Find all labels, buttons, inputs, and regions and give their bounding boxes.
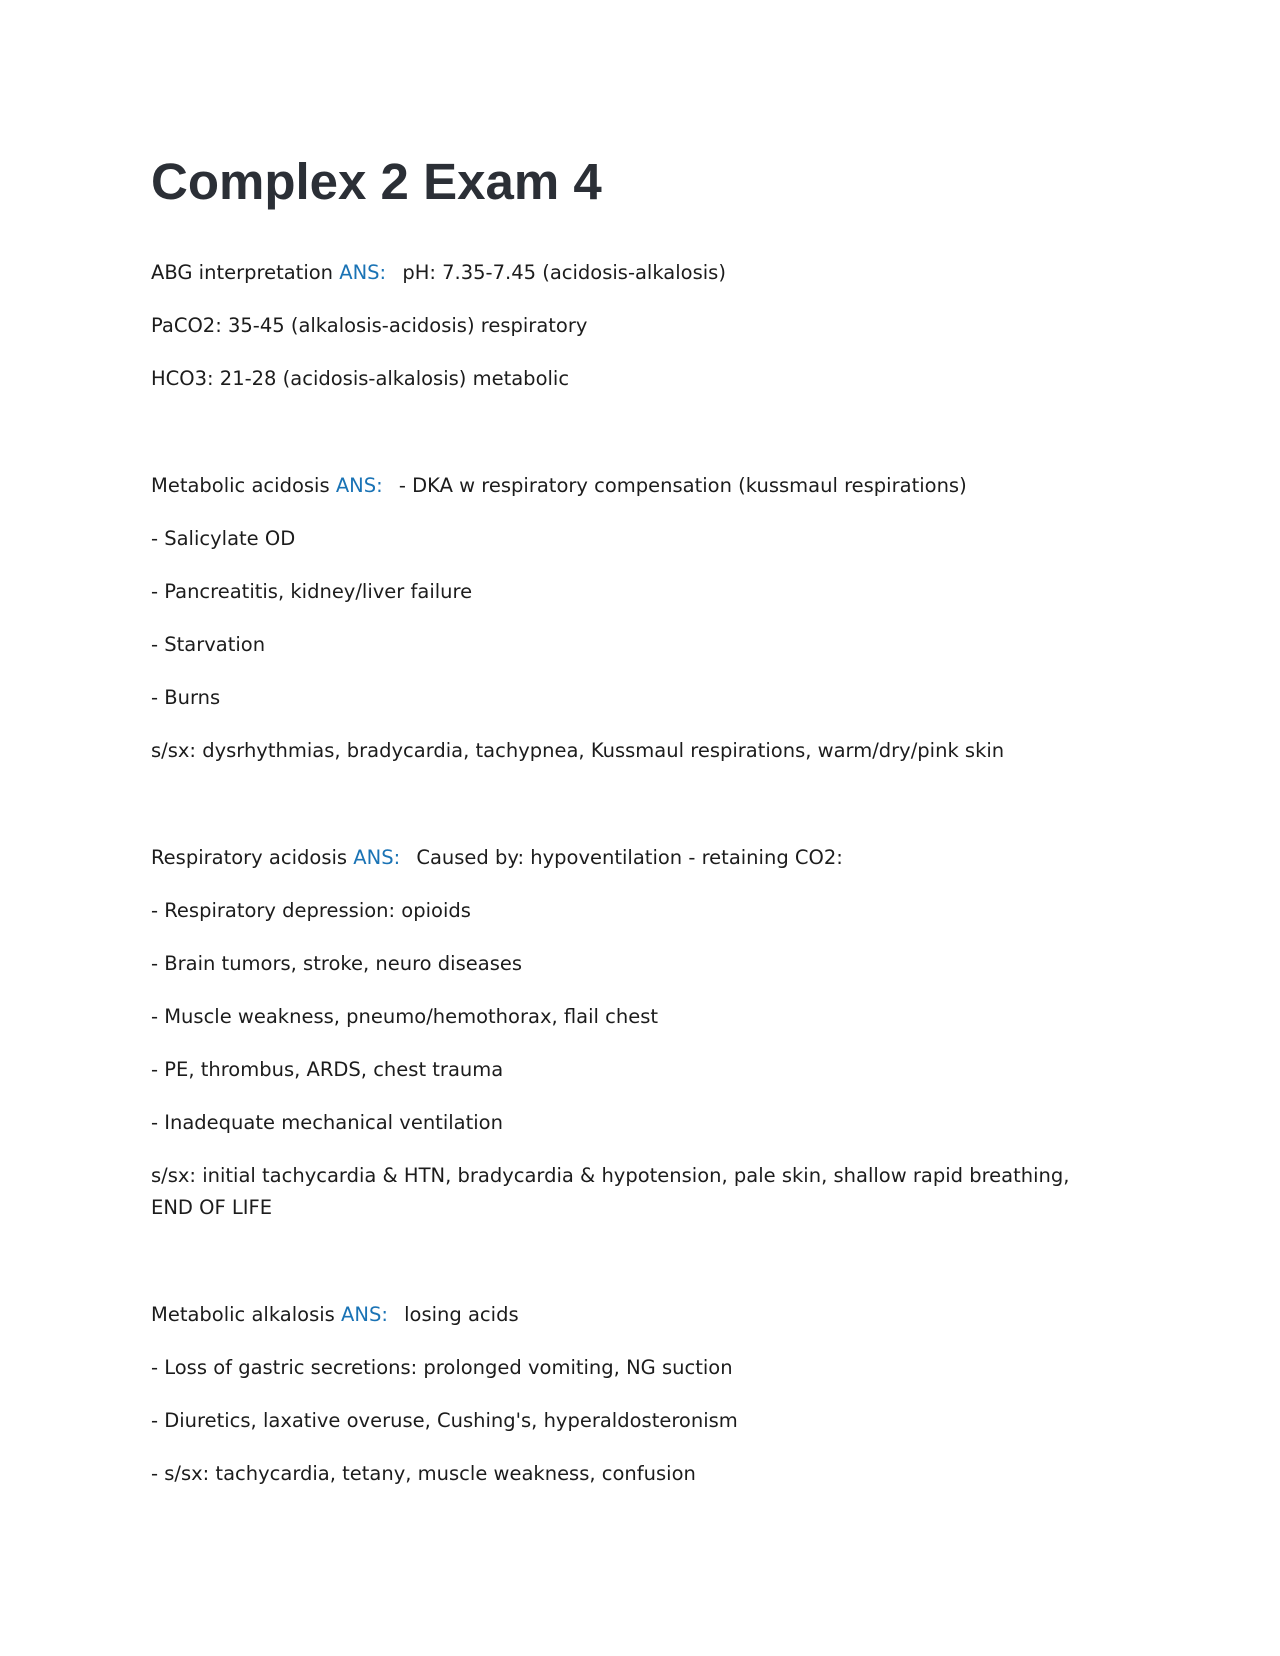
ans-marker: ANS:: [335, 474, 383, 497]
flashcard-respiratory-acidosis: [151, 842, 1111, 1224]
document-body: [151, 257, 1111, 1511]
card-term: Metabolic alkalosis: [151, 1303, 335, 1326]
card-answer: losing acids: [404, 1303, 519, 1326]
flashcard-metabolic-acidosis: [151, 470, 1111, 767]
section-spacer: [151, 416, 1111, 470]
ans-marker: ANS:: [341, 1303, 388, 1326]
card-detail-line: - Diuretics, laxative overuse, Cushing's, hyperaldosteronism: [151, 1409, 738, 1432]
ans-marker: ANS:: [353, 846, 401, 869]
flashcard-abg-interpretation: [151, 257, 1111, 395]
card-question-line: [151, 1299, 1111, 1331]
section-spacer: [151, 1245, 1111, 1299]
card-detail-line: - Salicylate OD: [151, 527, 296, 550]
card-detail-line: - Loss of gastric secretions: prolonged vomiting, NG suction: [151, 1356, 733, 1379]
page-title: Complex 2 Exam 4: [151, 153, 602, 210]
card-detail-line: PaCO2: 35-45 (alkalosis-acidosis) respiratory: [151, 314, 588, 337]
card-detail-line: - Starvation: [151, 633, 266, 656]
card-detail-line: s/sx: initial tachycardia & HTN, bradycardia & hypotension, pale skin, shallow rapid breathing, END OF LIFE: [151, 1164, 1070, 1219]
ans-marker: ANS:: [339, 261, 387, 284]
card-detail-line: - Burns: [151, 686, 221, 709]
card-answer: pH: 7.35-7.45 (acidosis-alkalosis): [402, 261, 726, 284]
card-question-line: [151, 257, 1111, 289]
section-spacer: [151, 788, 1111, 842]
card-detail-line: - s/sx: tachycardia, tetany, muscle weakness, confusion: [151, 1462, 696, 1485]
card-question-line: [151, 842, 1111, 874]
card-term: ABG interpretation: [151, 261, 334, 284]
card-term: Respiratory acidosis: [151, 846, 348, 869]
card-answer: - DKA w respiratory compensation (kussmaul respirations): [398, 474, 967, 497]
card-question-line: [151, 470, 1111, 502]
card-detail-line: - Pancreatitis, kidney/liver failure: [151, 580, 473, 603]
card-detail-line: - Muscle weakness, pneumo/hemothorax, flail chest: [151, 1005, 659, 1028]
flashcard-metabolic-alkalosis: [151, 1299, 1111, 1490]
card-detail-line: - Brain tumors, stroke, neuro diseases: [151, 952, 523, 975]
card-detail-line: s/sx: dysrhythmias, bradycardia, tachypnea, Kussmaul respirations, warm/dry/pink skin: [151, 739, 1005, 762]
card-detail-line: HCO3: 21-28 (acidosis-alkalosis) metabolic: [151, 367, 570, 390]
card-detail-line: - Inadequate mechanical ventilation: [151, 1111, 503, 1134]
card-term: Metabolic acidosis: [151, 474, 330, 497]
card-detail-line: - PE, thrombus, ARDS, chest trauma: [151, 1058, 504, 1081]
card-detail-line: - Respiratory depression: opioids: [151, 899, 471, 922]
card-answer: Caused by: hypoventilation - retaining CO2:: [416, 846, 843, 869]
